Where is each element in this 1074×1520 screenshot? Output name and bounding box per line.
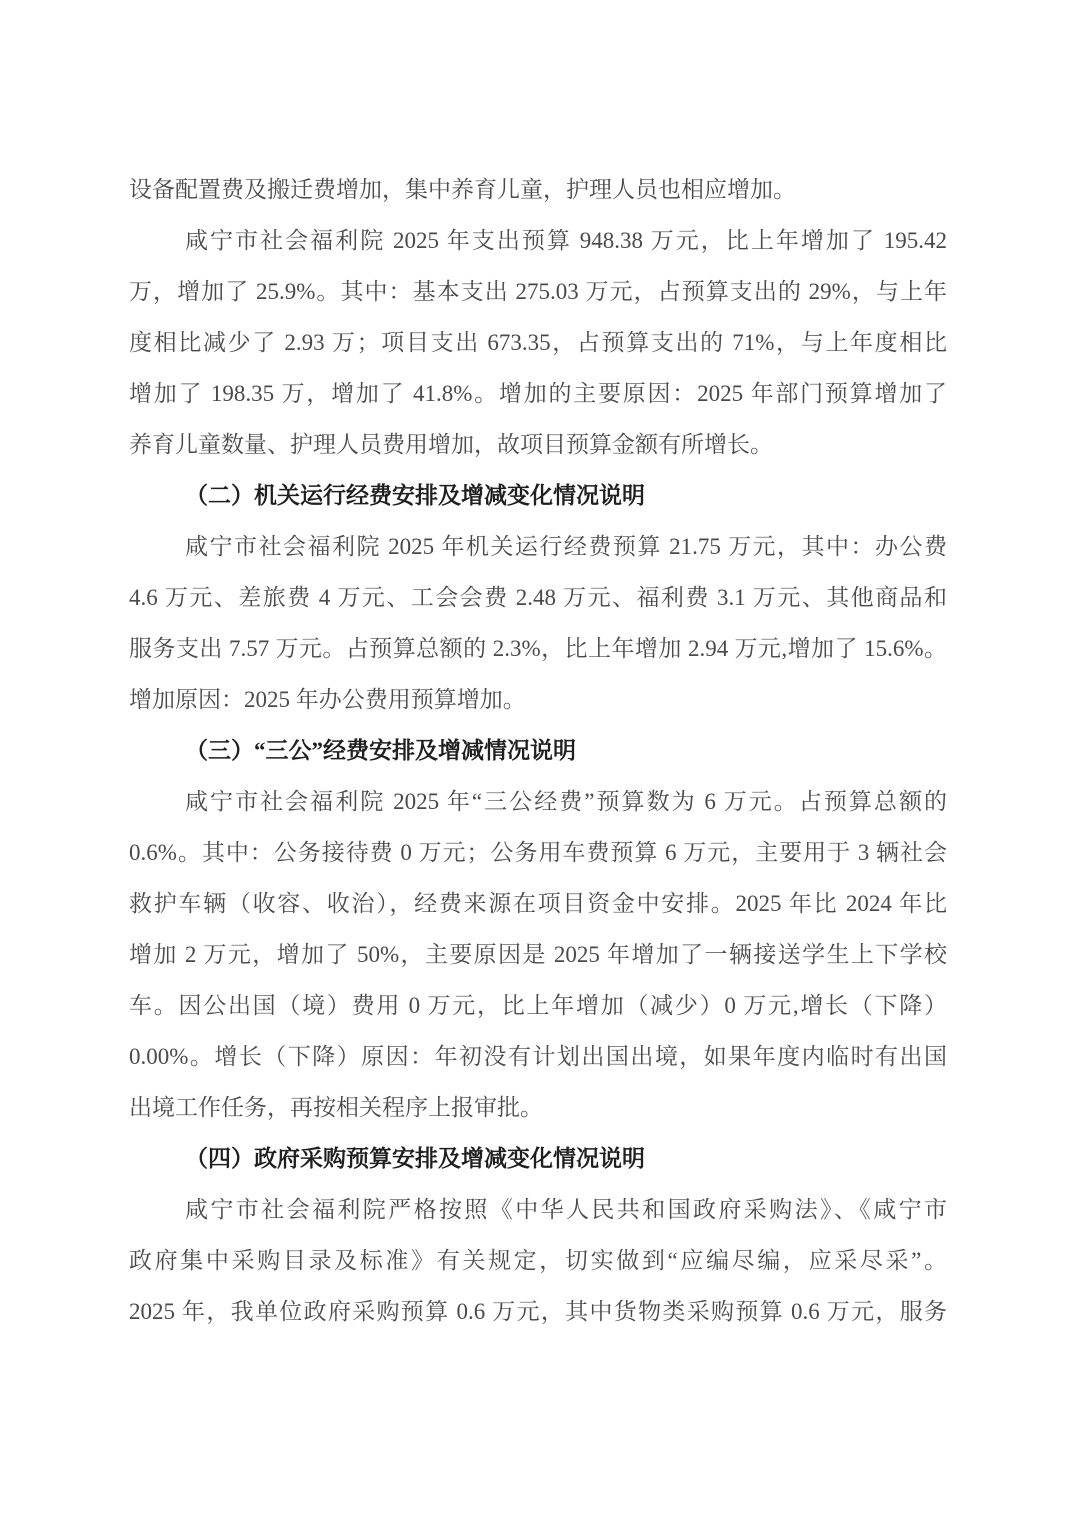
section-heading-2: （二）机关运行经费安排及增减变化情况说明 [185, 483, 645, 508]
text-line: 2025 年，我单位政府采购预算 0.6 万元，其中货物类采购预算 0.6 万元，服务 [129, 1299, 947, 1324]
text-line: 设备配置费及搬迁费增加，集中养育儿童，护理人员也相应增加。 [129, 177, 796, 202]
text-line: 咸宁市社会福利院 2025 年支出预算 948.38 万元，比上年增加了 195.42 [185, 228, 947, 253]
text-line: 养育儿童数量、护理人员费用增加，故项目预算金额有所增长。 [129, 432, 773, 457]
document-body [129, 164, 947, 1337]
text-line: 度相比减少了 2.93 万；项目支出 673.35，占预算支出的 71%，与上年度相比 [129, 330, 947, 355]
text-line: 车。因公出国（境）费用 0 万元，比上年增加（减少）0 万元,增长（下降） [129, 993, 947, 1018]
text-line: 增加原因：2025 年办公费用预算增加。 [129, 687, 526, 712]
section-heading-3: （三）“三公”经费安排及增减情况说明 [185, 738, 576, 763]
text-line: 0.6%。其中：公务接待费 0 万元；公务用车费预算 6 万元，主要用于 3 辆社会 [129, 840, 947, 865]
text-line: 出境工作任务，再按相关程序上报审批。 [129, 1095, 543, 1120]
text-line: 4.6 万元、差旅费 4 万元、工会会费 2.48 万元、福利费 3.1 万元、其他商品和 [129, 585, 947, 610]
text-line: 咸宁市社会福利院 2025 年机关运行经费预算 21.75 万元，其中：办公费 [185, 534, 947, 559]
text-line: 万，增加了 25.9%。其中：基本支出 275.03 万元，占预算支出的 29%，与上年 [129, 279, 947, 304]
text-line: 咸宁市社会福利院 2025 年“三公经费”预算数为 6 万元。占预算总额的 [185, 789, 947, 814]
text-line: 咸宁市社会福利院严格按照《中华人民共和国政府采购法》、《咸宁市 [185, 1197, 947, 1222]
text-line: 增加了 198.35 万，增加了 41.8%。增加的主要原因：2025 年部门预算增加了 [129, 381, 947, 406]
text-line: 增加 2 万元，增加了 50%，主要原因是 2025 年增加了一辆接送学生上下学校 [129, 942, 947, 967]
text-line: 服务支出 7.57 万元。占预算总额的 2.3%，比上年增加 2.94 万元,增加了 15.6%。 [129, 636, 947, 661]
text-line: 政府集中采购目录及标准》有关规定，切实做到“应编尽编，应采尽采”。 [129, 1248, 947, 1273]
text-line: 救护车辆（收容、收治），经费来源在项目资金中安排。2025 年比 2024 年比 [129, 891, 947, 916]
section-heading-4: （四）政府采购预算安排及增减变化情况说明 [185, 1146, 645, 1171]
text-line: 0.00%。增长（下降）原因：年初没有计划出国出境，如果年度内临时有出国 [129, 1044, 947, 1069]
